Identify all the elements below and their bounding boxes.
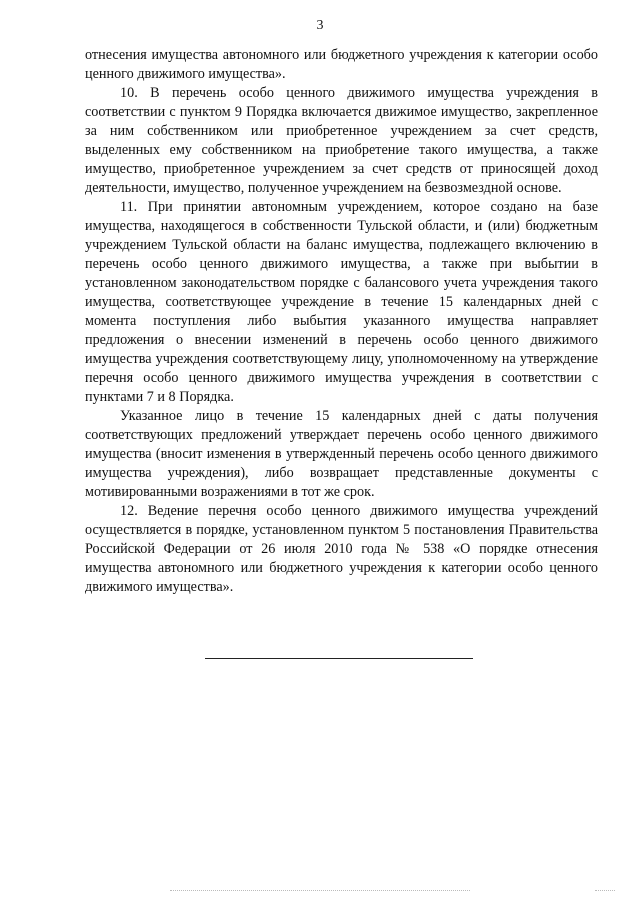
page-number: 3 [316,18,324,33]
end-separator-line [205,658,473,659]
paragraph-11: 11. При принятии автономным учреждением, которое создано на базе имущества, находящегося в собственности Тульской области, и (или) бюджетным учреждением Тульской области на баланс имущества, подлежащего включению в перечень особо ценного движимого имущества, а также при выбытии в установленном законодательством порядке с балансового учета учреждения такого имущества, соответствующее учреждение в течение 15 календарных дней с момента поступления либо выбытия указанного имущества направляет предложения о внесении изменений в перечень особо ценного движимого имущества учреждения соответствующему лицу, уполномоченному на утверждение перечня особо ценного движимого имущества учреждения в соответствии с пунктами 7 и 8 Порядка. [85,199,598,405]
scan-artifact-line [170,890,470,893]
paragraph-continuation: отнесения имущества автономного или бюджетного учреждения к категории особо ценного движимого имущества». [85,47,598,82]
paragraph-11-designated-person: Указанное лицо в течение 15 календарных дней с даты получения соответствующих предложений утверждает перечень особо ценного движимого имущества (вносит изменения в утвержденный перечень особо ценного движимого имущества учреждения), либо возвращает представленные документы с мотивированными возражениями в тот же срок. [85,408,598,500]
document-body [85,46,598,597]
paragraph-10: 10. В перечень особо ценного движимого имущества учреждения в соответствии с пунктом 9 Порядка включается движимое имущество, закрепленное за ним собственником или приобретенное учреждением за счет средств, выделенных ему собственником на приобретение такого имущества, а также имущество, приобретенное учреждением за счет средств от приносящей доход деятельности, имущество, полученное учреждением на безвозмездной основе. [85,85,598,196]
paragraph-12: 12. Ведение перечня особо ценного движимого имущества учреждений осуществляется в порядке, установленном пунктом 5 постановления Правительства Российской Федерации от 26 июля 2010 года № 538 «О порядке отнесения имущества автономного или бюджетного учреждения к категории особо ценного движимого имущества». [85,503,598,595]
scan-artifact-line-right [595,890,615,893]
